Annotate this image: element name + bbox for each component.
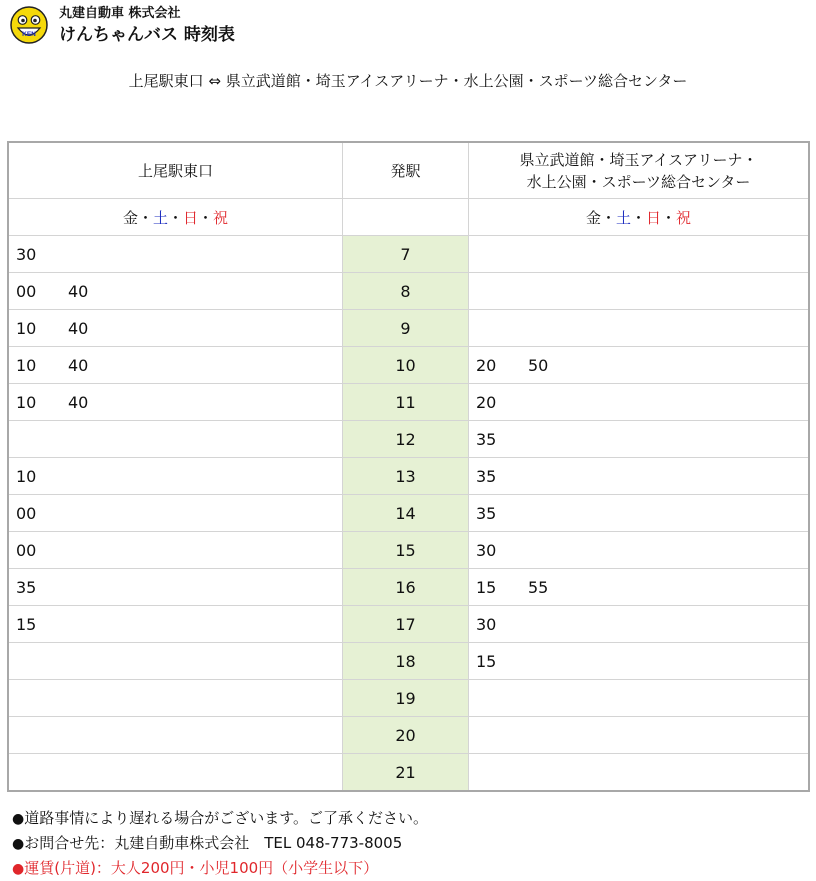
table-row [9,310,809,347]
right-minutes: 20 [469,384,809,421]
left-minutes: 10 40 [9,310,343,347]
hour-cell: 18 [343,643,469,680]
left-minutes [9,717,343,754]
kenchan-logo-icon [10,6,48,44]
table-row [9,236,809,273]
table-row [9,606,809,643]
note-fare: ●運賃(片道)：大人200円・小児100円（小学生以下） [12,859,379,877]
header-right-line2: 水上公園・スポーツ総合センター [526,172,751,191]
service-days-right: 金・土・日・祝 [469,199,809,236]
left-minutes: 00 [9,495,343,532]
table-row [9,717,809,754]
left-minutes: 10 [9,458,343,495]
service-days-row [9,199,809,236]
table-row [9,384,809,421]
hour-cell: 14 [343,495,469,532]
right-minutes [469,236,809,273]
route-to: 県立武道館・埼玉アイスアリーナ・水上公園・スポーツ総合センター [225,72,688,90]
header-right-stop [469,143,809,199]
day-fri: 金 [122,208,138,227]
right-minutes: 35 [469,495,809,532]
hour-cell: 7 [343,236,469,273]
table-row [9,347,809,384]
left-minutes [9,643,343,680]
hour-cell: 12 [343,421,469,458]
right-minutes: 35 [469,421,809,458]
hour-cell: 16 [343,569,469,606]
notes [12,806,428,881]
header-right-line1: 県立武道館・埼玉アイスアリーナ・ [519,150,758,169]
table-row [9,680,809,717]
hour-cell: 17 [343,606,469,643]
left-minutes: 35 [9,569,343,606]
service-days-left: 金・土・日・祝 [9,199,343,236]
left-minutes [9,754,343,791]
right-minutes [469,310,809,347]
hour-cell: 13 [343,458,469,495]
day-sun: 日 [646,208,662,227]
hour-cell: 19 [343,680,469,717]
table-row [9,569,809,606]
note-contact: ●お問合せ先：丸建自動車株式会社 TEL 048-773-8005 [12,834,403,852]
hour-cell: 21 [343,754,469,791]
left-minutes: 00 [9,532,343,569]
day-sat: 土 [615,208,631,227]
left-minutes: 10 40 [9,384,343,421]
right-minutes [469,717,809,754]
hour-cell: 9 [343,310,469,347]
day-sun: 日 [183,208,199,227]
hour-cell: 20 [343,717,469,754]
bullet-icon: ● [12,836,25,852]
hour-cell: 10 [343,347,469,384]
logo-text: KEN [22,31,36,38]
table-row [9,532,809,569]
route-title [0,71,816,91]
table-row [9,495,809,532]
day-sat: 土 [152,208,168,227]
hour-cell: 11 [343,384,469,421]
right-minutes: 15 [469,643,809,680]
left-minutes: 10 40 [9,347,343,384]
route-from: 上尾駅東口 [128,72,204,90]
header-left-stop: 上尾駅東口 [9,143,343,199]
hour-cell: 15 [343,532,469,569]
bullet-icon: ● [12,861,25,877]
right-minutes: 20 50 [469,347,809,384]
left-minutes [9,680,343,717]
right-minutes [469,273,809,310]
left-minutes: 15 [9,606,343,643]
day-hol: 祝 [676,208,692,227]
table-row [9,458,809,495]
day-hol: 祝 [213,208,229,227]
right-minutes: 30 [469,606,809,643]
right-minutes: 30 [469,532,809,569]
company-name: 丸建自動車 株式会社 [59,6,181,21]
page-title: けんちゃんバス 時刻表 [59,25,235,45]
table-row [9,273,809,310]
service-days-mid [343,199,469,236]
timetable-header-row [9,143,809,199]
right-minutes [469,754,809,791]
note-delay: ●道路事情により遅れる場合がございます。ご了承ください。 [12,809,429,827]
right-minutes: 15 55 [469,569,809,606]
left-minutes [9,421,343,458]
left-minutes: 00 40 [9,273,343,310]
route-arrow-icon: ⇔ [208,72,221,90]
table-row [9,421,809,458]
timetable [8,142,809,791]
table-row [9,754,809,791]
day-fri: 金 [585,208,601,227]
bullet-icon: ● [12,811,25,827]
header-hour: 発駅 [343,143,469,199]
table-row [9,643,809,680]
right-minutes [469,680,809,717]
left-minutes: 30 [9,236,343,273]
right-minutes: 35 [469,458,809,495]
hour-cell: 8 [343,273,469,310]
